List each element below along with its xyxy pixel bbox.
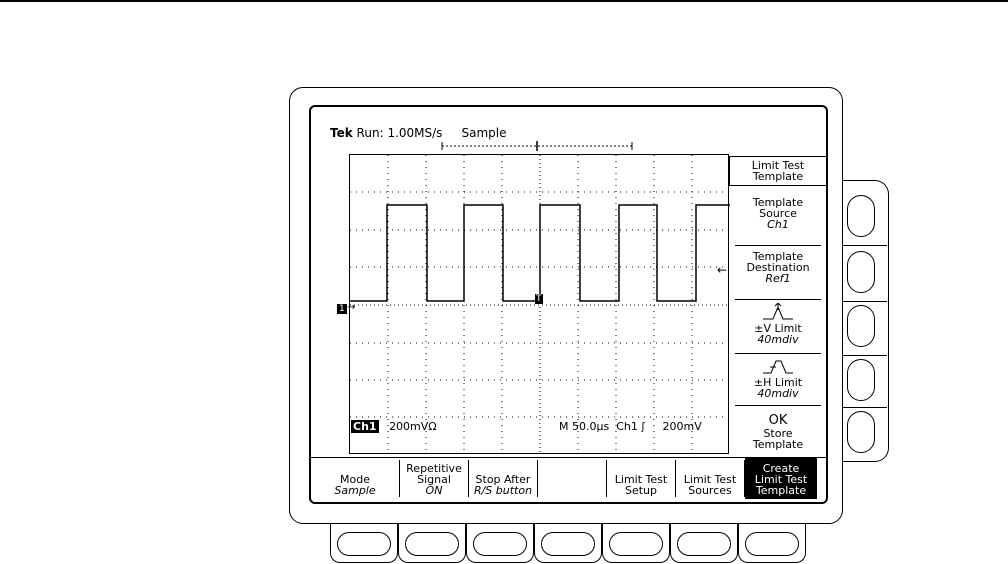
item-label: Create [762, 462, 800, 475]
divider [837, 245, 887, 246]
item-label: Limit Test [683, 473, 737, 486]
item-label: Template [752, 250, 804, 263]
bottom-button-slot-7 [738, 519, 806, 563]
item-label: Setup [624, 484, 658, 497]
bottom-button-slot-4 [534, 519, 602, 563]
side-button-2[interactable] [847, 251, 875, 293]
bottom-button-5[interactable] [609, 532, 663, 556]
bottom-menu [311, 457, 828, 499]
waveform-graticule [349, 154, 729, 454]
channel-label: Ch1 [353, 420, 377, 433]
divider [837, 301, 887, 302]
item-label: Limit Test [754, 473, 808, 486]
status-header [330, 126, 507, 140]
item-label: Destination [746, 261, 810, 274]
stop-after-item[interactable] [469, 457, 537, 499]
item-label: Template [755, 484, 807, 497]
divider [735, 299, 821, 300]
limit-test-setup-item[interactable] [607, 457, 675, 499]
item-value: R/S button [473, 484, 533, 497]
timebase-readout [559, 420, 702, 433]
ground-arrow-icon: → [347, 302, 356, 313]
v-limit-item[interactable] [729, 303, 827, 345]
channel-ground-marker: 1 [339, 304, 345, 314]
item-label: Template [752, 438, 804, 451]
divider [735, 245, 821, 246]
item-label: ±H Limit [753, 376, 803, 389]
item-label: Limit Test [614, 473, 668, 486]
item-label: Repetitive [406, 462, 462, 475]
empty-menu-item[interactable] [538, 457, 606, 499]
side-menu-title [729, 156, 827, 186]
sample-rate: 1.00MS/s [387, 126, 443, 140]
item-label: Stop After [475, 473, 531, 486]
mode-menu-item[interactable] [311, 457, 399, 499]
channel-readout [351, 420, 437, 433]
bottom-button-slot-2 [398, 519, 466, 563]
item-value: Ch1 [767, 218, 789, 231]
oscilloscope-screen [309, 105, 828, 504]
menu-title-line: Limit Test [751, 159, 805, 172]
item-label: Source [759, 207, 797, 220]
brand-label: Tek [330, 126, 353, 140]
bottom-button-slot-1 [330, 519, 398, 563]
h-limit-item[interactable] [729, 357, 827, 399]
item-label: Mode [340, 473, 370, 486]
limit-test-sources-item[interactable] [676, 457, 744, 499]
divider [837, 407, 887, 408]
side-button-5[interactable] [847, 411, 875, 453]
side-button-1[interactable] [847, 195, 875, 237]
divider [735, 405, 821, 406]
item-label: Signal [417, 473, 451, 486]
template-source-item[interactable] [729, 197, 827, 230]
v-limit-icon [761, 303, 795, 321]
bottom-button-2[interactable] [405, 532, 459, 556]
item-value: 40mdiv [757, 387, 799, 400]
side-button-3[interactable] [847, 305, 875, 347]
item-label: ±V Limit [754, 322, 802, 335]
side-button-4[interactable] [847, 359, 875, 401]
vertical-scale: 200mVΩ [389, 420, 437, 433]
record-position-bar [441, 141, 633, 151]
item-label: Sources [688, 484, 732, 497]
trigger-level: 200mV [662, 420, 702, 433]
top-rule [0, 0, 1008, 2]
repetitive-signal-item[interactable] [400, 457, 468, 499]
menu-title-line: Template [752, 170, 804, 183]
bottom-button-panel [330, 519, 810, 563]
bottom-button-4[interactable] [541, 532, 595, 556]
graticule-grid [350, 155, 730, 455]
bottom-button-7[interactable] [745, 532, 799, 556]
item-label: Store [763, 427, 793, 440]
create-limit-test-template-item[interactable] [745, 457, 817, 499]
item-value: 40mdiv [757, 333, 799, 346]
bottom-button-1[interactable] [337, 532, 391, 556]
bottom-button-slot-6 [670, 519, 738, 563]
item-value: Ref1 [765, 272, 791, 285]
horizontal-scale: M 50.0µs [559, 420, 610, 433]
run-status: Run: [356, 126, 384, 140]
bottom-button-slot-5 [602, 519, 670, 563]
trigger-source: Ch1 ʃ [616, 420, 646, 433]
item-label: Template [752, 196, 804, 209]
item-value: Sample [334, 484, 376, 497]
bottom-button-6[interactable] [677, 532, 731, 556]
divider [837, 355, 887, 356]
item-label: OK [768, 413, 788, 428]
bottom-button-3[interactable] [473, 532, 527, 556]
divider [735, 353, 821, 354]
trigger-point-marker: T [536, 294, 542, 304]
store-template-item[interactable] [729, 414, 827, 450]
bottom-button-slot-3 [466, 519, 534, 563]
item-value: ON [425, 484, 443, 497]
template-destination-item[interactable] [729, 251, 827, 284]
acquisition-mode: Sample [461, 126, 507, 140]
trigger-level-arrow-icon: ← [717, 263, 728, 277]
side-button-panel [837, 180, 889, 462]
waveform-trace [350, 205, 730, 301]
h-limit-icon [761, 357, 795, 375]
